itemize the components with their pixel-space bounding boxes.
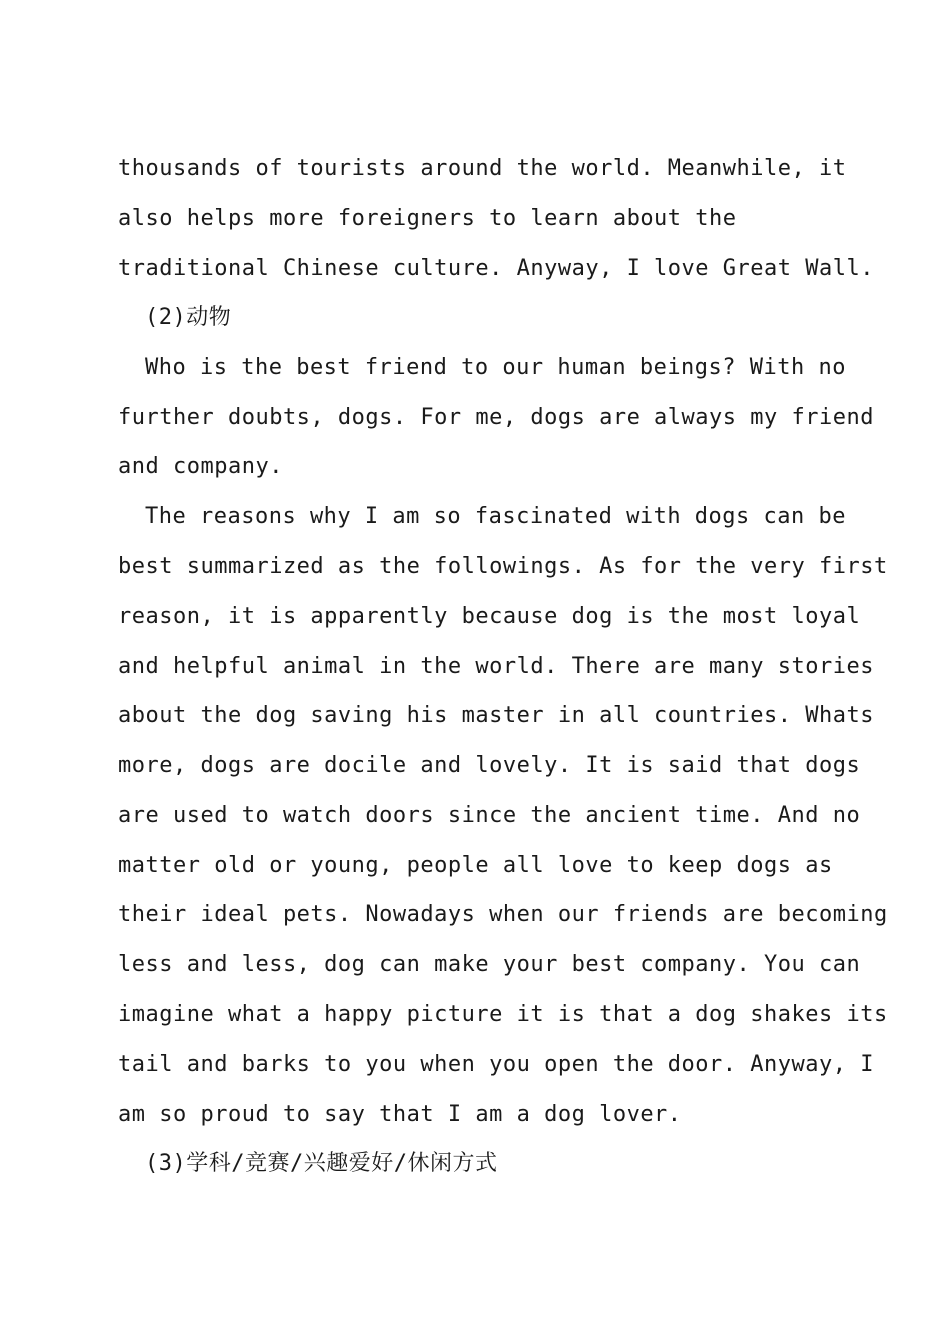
text-line: am so proud to say that I am a dog lover. (118, 1102, 682, 1127)
text-line: reason, it is apparently because dog is the most loyal (118, 604, 861, 629)
text-line: about the dog saving his master in all countries. Whats (118, 703, 874, 728)
text-line: traditional Chinese culture. Anyway, I love Great Wall. (118, 256, 874, 281)
text-line: and helpful animal in the world. There are many stories (118, 654, 874, 679)
text-line: and company. (118, 454, 283, 479)
section-heading: (3)学科/竞赛/兴趣爱好/休闲方式 (145, 1151, 498, 1176)
text-line: their ideal pets. Nowadays when our friends are becoming (118, 902, 888, 927)
text-line: are used to watch doors since the ancient time. And no (118, 803, 861, 828)
text-line: best summarized as the followings. As for the very first (118, 554, 888, 579)
paragraph-start-line: Who is the best friend to our human beings? With no (145, 355, 847, 380)
text-line: more, dogs are docile and lovely. It is said that dogs (118, 753, 861, 778)
paragraph-start-line: The reasons why I am so fascinated with dogs can be (145, 504, 847, 529)
text-line: imagine what a happy picture it is that a dog shakes its (118, 1002, 888, 1027)
text-line: further doubts, dogs. For me, dogs are always my friend (118, 405, 874, 430)
text-line: less and less, dog can make your best company. You can (118, 952, 861, 977)
text-line: tail and barks to you when you open the door. Anyway, I (118, 1052, 874, 1077)
text-line: matter old or young, people all love to keep dogs as (118, 853, 833, 878)
section-heading: (2)动物 (145, 305, 232, 330)
text-line: thousands of tourists around the world. Meanwhile, it (118, 156, 847, 181)
text-line: also helps more foreigners to learn about the (118, 206, 737, 231)
